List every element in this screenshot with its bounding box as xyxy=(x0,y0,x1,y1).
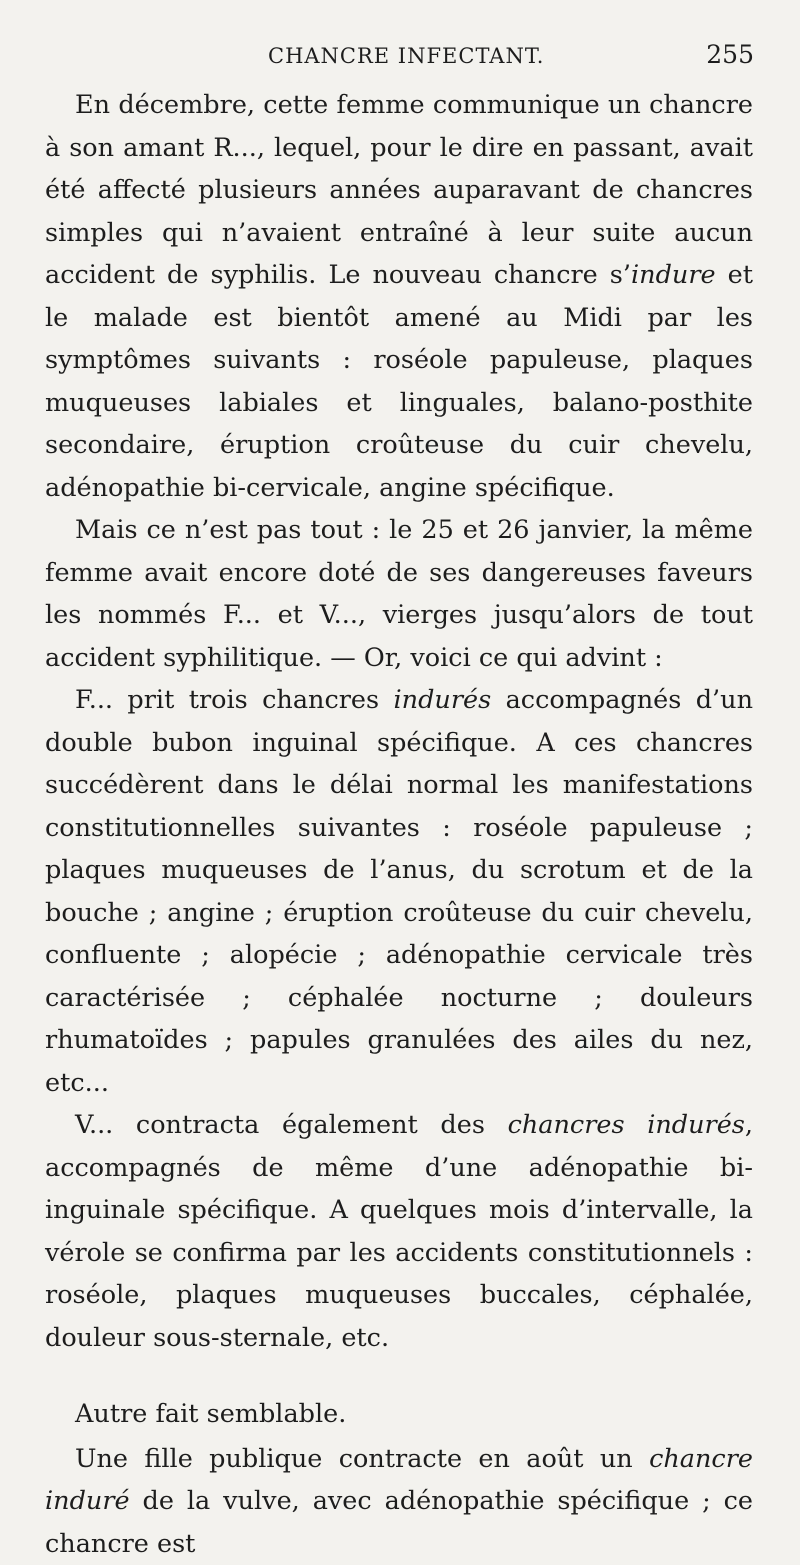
paragraph-6 xyxy=(45,1438,753,1565)
paragraph-6-text-b: de la vulve, avec adénopathie spécifique ; ce chancre est xyxy=(45,1486,753,1559)
paragraph-4-text-b: , accompagnés de même d’une adénopathie bi-inguinale spécifique. A quelques mois d’intervalle, la vérole se confirma par les accidents constitutionnels : roséole, plaques muqueuses buccales, céphalée, douleur sous-sternale, etc. xyxy=(45,1110,753,1353)
paragraph-1-text-a: En décembre, cette femme communique un chancre à son amant R..., lequel, pour le dire en passant, avait été affecté plusieurs années auparavant de chancres simples qui n’avaient entraîné à leur suite aucun accident de syphilis. Le nouveau chancre s’ xyxy=(45,90,753,290)
paragraph-3-text-a: F... prit trois chancres xyxy=(75,685,394,715)
paragraph-5-text: Autre fait semblable. xyxy=(75,1399,346,1429)
paragraph-1-text-b: et le malade est bientôt amené au Midi par les symptômes suivants : roséole papuleuse, plaques muqueuses labiales et linguales, balano-posthite secondaire, éruption croûteuse du cuir chevelu, adénopathie bi-cervicale, angine spécifique. xyxy=(45,260,753,503)
paragraph-2-text: Mais ce n’est pas tout : le 25 et 26 janvier, la même femme avait encore doté de ses dangereuses faveurs les nommés F... et V..., vierges jusqu’alors de tout accident syphilitique. — Or, voici ce qui advint : xyxy=(45,515,753,673)
paragraph-3-italic: indurés xyxy=(394,685,492,715)
paragraph-1 xyxy=(45,84,753,509)
paragraph-6-italic: chancre induré xyxy=(45,1444,753,1517)
paragraph-6-text-a: Une fille publique contracte en août un xyxy=(75,1444,649,1474)
paragraph-1-italic: indure xyxy=(631,260,716,290)
page-number: 255 xyxy=(706,40,754,69)
body-text xyxy=(45,84,753,1565)
paragraph-4-text-a: V... contracta également des xyxy=(75,1110,508,1140)
running-title: CHANCRE INFECTANT. xyxy=(268,44,544,68)
page-header xyxy=(0,44,800,84)
paragraph-5 xyxy=(45,1393,753,1436)
paragraph-2 xyxy=(45,509,753,679)
paragraph-4 xyxy=(45,1104,753,1359)
paragraph-3 xyxy=(45,679,753,1104)
paragraph-3-text-b: accompagnés d’un double bubon inguinal spécifique. A ces chancres succédèrent dans le délai normal les manifestations constitutionnelles suivantes : roséole papuleuse ; plaques muqueuses de l’anus, du scrotum et de la bouche ; angine ; éruption croûteuse du cuir chevelu, confluente ; alopécie ; adénopathie cervicale très caractérisée ; céphalée nocturne ; douleurs rhumatoïdes ; papules granulées des ailes du nez, etc... xyxy=(45,685,753,1098)
paragraph-4-italic: chancres indurés xyxy=(508,1110,745,1140)
